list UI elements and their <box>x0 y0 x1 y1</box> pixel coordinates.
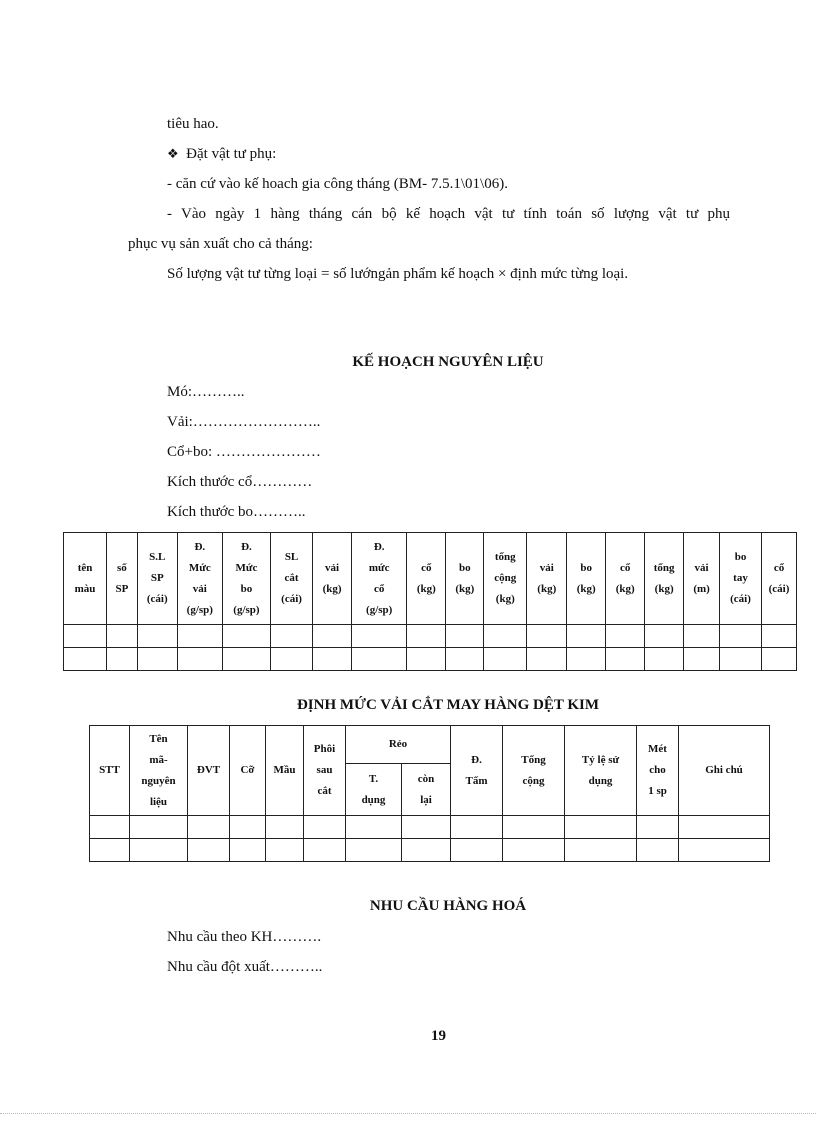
intro-line: phục vụ sản xuất cho cả tháng: <box>128 236 313 252</box>
header-cell: bo (kg) <box>446 533 484 625</box>
table-cell <box>451 839 503 862</box>
header-cell: SL cắt (cái) <box>271 533 313 625</box>
page-bottom-rule <box>0 1113 816 1114</box>
header-cell: vải (m) <box>684 533 720 625</box>
table-cell <box>527 625 567 648</box>
header-cell: T. dụng <box>346 764 402 816</box>
table-cell <box>130 816 188 839</box>
material-plan-title: KẾ HOẠCH NGUYÊN LIỆU <box>352 354 544 370</box>
header-cell: bo tay (cái) <box>720 533 762 625</box>
formula-line: Số lượng vật tư từng loại = số lướngản phẩm kế hoạch × định mức từng loại. <box>167 266 629 282</box>
fabric-norm-table <box>89 725 770 862</box>
table-cell <box>407 625 446 648</box>
table-cell <box>64 625 107 648</box>
table-header-row <box>90 726 770 764</box>
bullet-text: Đặt vật tư phụ: <box>186 146 277 162</box>
header-cell: Tên mã- nguyên liệu <box>130 726 188 816</box>
header-cell: cổ (kg) <box>606 533 645 625</box>
header-cell: Mầu <box>266 726 304 816</box>
page-number: 19 <box>431 1028 446 1044</box>
fabric-norm-title: ĐỊNH MỨC VẢI CẮT MAY HÀNG DỆT KIM <box>296 697 600 713</box>
table-cell <box>90 839 130 862</box>
table-cell <box>565 816 637 839</box>
table-cell <box>402 816 451 839</box>
header-cell: Cỡ <box>230 726 266 816</box>
header-cell: STT <box>90 726 130 816</box>
table-cell <box>304 839 346 862</box>
intro-line: - căn cứ vào kế hoach gia công tháng (BM- 7.5.1\01\06). <box>167 176 508 192</box>
plan-field: Kích thước cổ………… <box>167 474 313 490</box>
header-cell: vải (kg) <box>313 533 352 625</box>
table-cell <box>230 816 266 839</box>
header-cell: số SP <box>107 533 138 625</box>
header-cell: Đ. Mức bo (g/sp) <box>222 533 270 625</box>
header-cell: còn lại <box>402 764 451 816</box>
table-cell <box>637 839 679 862</box>
plan-field: Mó:……….. <box>167 384 245 400</box>
header-cell: Rẻo <box>346 726 451 764</box>
table-cell <box>567 625 606 648</box>
table-cell <box>762 648 797 671</box>
table-cell <box>446 625 484 648</box>
header-cell: tổng cộng (kg) <box>484 533 527 625</box>
table-cell <box>484 625 527 648</box>
table-cell <box>503 816 565 839</box>
table-cell <box>271 625 313 648</box>
table-cell <box>402 839 451 862</box>
bullet-heading <box>167 146 276 163</box>
table-cell <box>684 625 720 648</box>
table-cell <box>222 625 270 648</box>
table-cell <box>451 816 503 839</box>
header-cell: Ghi chú <box>679 726 770 816</box>
intro-line: tiêu hao. <box>167 116 219 132</box>
table-cell <box>230 839 266 862</box>
intro-line: - Vào ngày 1 hàng tháng cán bộ kế hoạch vật tư tính toán số lượng vật tư phụ <box>167 206 730 222</box>
header-cell: bo (kg) <box>567 533 606 625</box>
plan-field: Kích thước bo……….. <box>167 504 306 520</box>
demand-line: Nhu cầu đột xuất……….. <box>167 959 323 975</box>
demand-title: NHU CẦU HÀNG HOÁ <box>369 898 527 914</box>
table-cell <box>346 816 402 839</box>
table-cell <box>762 625 797 648</box>
table-cell <box>64 648 107 671</box>
table-cell <box>720 648 762 671</box>
table-cell <box>222 648 270 671</box>
header-cell: Tỷ lệ sử dụng <box>565 726 637 816</box>
table-row <box>90 839 770 862</box>
table-cell <box>407 648 446 671</box>
table-cell <box>720 625 762 648</box>
table-cell <box>637 816 679 839</box>
table-cell <box>346 839 402 862</box>
header-cell: tên màu <box>64 533 107 625</box>
table-cell <box>503 839 565 862</box>
diamond-bullet-icon: ❖ <box>167 147 179 162</box>
table-cell <box>679 816 770 839</box>
plan-field: Cổ+bo: ………………… <box>167 444 321 460</box>
table-row <box>64 648 797 671</box>
table-cell <box>352 625 407 648</box>
table-cell <box>684 648 720 671</box>
table-cell <box>304 816 346 839</box>
table-cell <box>107 648 138 671</box>
table-cell <box>527 648 567 671</box>
table-cell <box>565 839 637 862</box>
table-cell <box>446 648 484 671</box>
header-cell: tổng (kg) <box>645 533 684 625</box>
header-cell: cổ (kg) <box>407 533 446 625</box>
table-cell <box>606 625 645 648</box>
table-cell <box>313 625 352 648</box>
table-row <box>64 625 797 648</box>
table-cell <box>645 625 684 648</box>
table-cell <box>137 648 177 671</box>
table-cell <box>271 648 313 671</box>
table-cell <box>313 648 352 671</box>
header-cell: Đ. Tấm <box>451 726 503 816</box>
table-cell <box>188 839 230 862</box>
plan-field: Vải:…………………….. <box>167 414 321 430</box>
table-cell <box>606 648 645 671</box>
table-cell <box>177 648 222 671</box>
table-cell <box>137 625 177 648</box>
table-cell <box>266 839 304 862</box>
demand-line: Nhu cầu theo KH………. <box>167 929 322 945</box>
header-cell: Đ. mức cổ (g/sp) <box>352 533 407 625</box>
header-cell: Phôi sau cắt <box>304 726 346 816</box>
header-cell: cổ (cái) <box>762 533 797 625</box>
table-cell <box>484 648 527 671</box>
table-cell <box>266 816 304 839</box>
table-cell <box>679 839 770 862</box>
table-cell <box>567 648 606 671</box>
header-cell: vải (kg) <box>527 533 567 625</box>
table-cell <box>130 839 188 862</box>
table-cell <box>352 648 407 671</box>
material-plan-table <box>63 532 797 671</box>
table-cell <box>188 816 230 839</box>
table-header-row <box>64 533 797 625</box>
table-cell <box>90 816 130 839</box>
header-cell: ĐVT <box>188 726 230 816</box>
header-cell: S.L SP (cái) <box>137 533 177 625</box>
table-cell <box>177 625 222 648</box>
table-cell <box>645 648 684 671</box>
header-cell: Mét cho 1 sp <box>637 726 679 816</box>
header-cell: Tổng cộng <box>503 726 565 816</box>
header-cell: Đ. Mức vải (g/sp) <box>177 533 222 625</box>
table-row <box>90 816 770 839</box>
table-cell <box>107 625 138 648</box>
